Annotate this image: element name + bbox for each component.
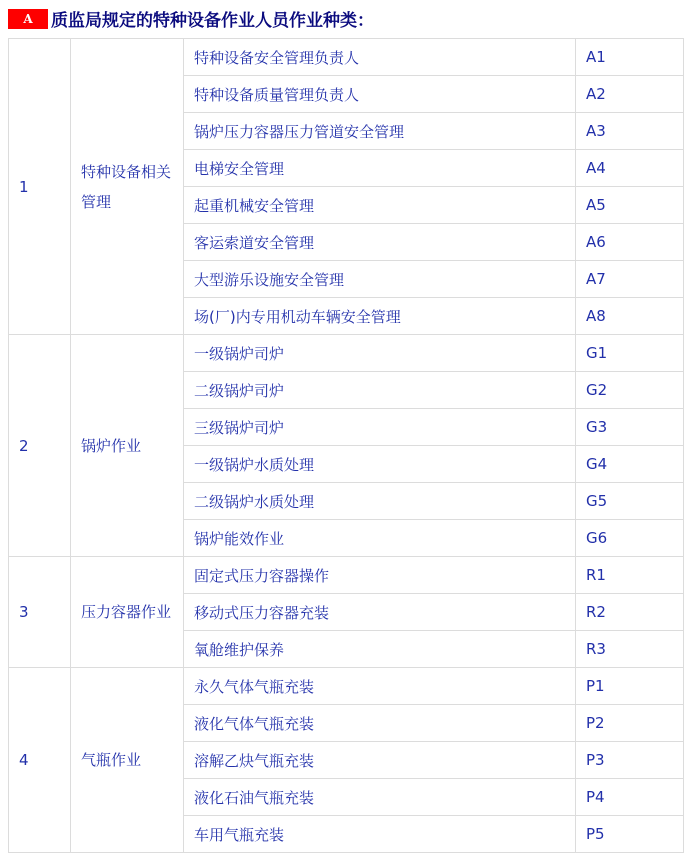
group-category: 特种设备相关管理 [71,39,184,335]
item-code: A1 [576,39,684,76]
section-badge: A [8,9,48,29]
item-code: R2 [576,594,684,631]
item-name: 一级锅炉司炉 [184,335,576,372]
item-code: P3 [576,742,684,779]
table-body [9,39,684,853]
table-row [9,39,684,76]
item-name: 大型游乐设施安全管理 [184,261,576,298]
item-code: G6 [576,520,684,557]
item-name: 二级锅炉司炉 [184,372,576,409]
item-name: 特种设备安全管理负责人 [184,39,576,76]
group-number: 2 [9,335,71,557]
item-code: G5 [576,483,684,520]
item-name: 氧舱维护保养 [184,631,576,668]
item-name: 车用气瓶充装 [184,816,576,853]
item-code: P4 [576,779,684,816]
item-name: 三级锅炉司炉 [184,409,576,446]
item-code: A5 [576,187,684,224]
item-code: G3 [576,409,684,446]
table-row [9,668,684,705]
item-code: P1 [576,668,684,705]
item-code: A3 [576,113,684,150]
item-code: G1 [576,335,684,372]
item-name: 液化气体气瓶充装 [184,705,576,742]
page-title: 质监局规定的特种设备作业人员作业种类： [51,11,374,31]
group-number: 1 [9,39,71,335]
item-code: A8 [576,298,684,335]
item-name: 场(厂)内专用机动车辆安全管理 [184,298,576,335]
item-name: 客运索道安全管理 [184,224,576,261]
item-code: G2 [576,372,684,409]
item-name: 锅炉压力容器压力管道安全管理 [184,113,576,150]
item-name: 二级锅炉水质处理 [184,483,576,520]
table-row [9,335,684,372]
item-name: 溶解乙炔气瓶充装 [184,742,576,779]
group-number: 3 [9,557,71,668]
item-name: 起重机械安全管理 [184,187,576,224]
item-name: 特种设备质量管理负责人 [184,76,576,113]
item-code: P2 [576,705,684,742]
item-code: R3 [576,631,684,668]
section-header [0,0,689,38]
table-row [9,557,684,594]
group-category: 压力容器作业 [71,557,184,668]
item-code: G4 [576,446,684,483]
item-name: 一级锅炉水质处理 [184,446,576,483]
item-code: R1 [576,557,684,594]
item-name: 电梯安全管理 [184,150,576,187]
item-code: A4 [576,150,684,187]
item-code: A2 [576,76,684,113]
item-code: A6 [576,224,684,261]
group-category: 锅炉作业 [71,335,184,557]
item-code: A7 [576,261,684,298]
item-name: 锅炉能效作业 [184,520,576,557]
group-category: 气瓶作业 [71,668,184,853]
item-name: 永久气体气瓶充装 [184,668,576,705]
categories-table [8,38,684,853]
item-name: 移动式压力容器充装 [184,594,576,631]
group-number: 4 [9,668,71,853]
item-name: 固定式压力容器操作 [184,557,576,594]
item-name: 液化石油气瓶充装 [184,779,576,816]
item-code: P5 [576,816,684,853]
